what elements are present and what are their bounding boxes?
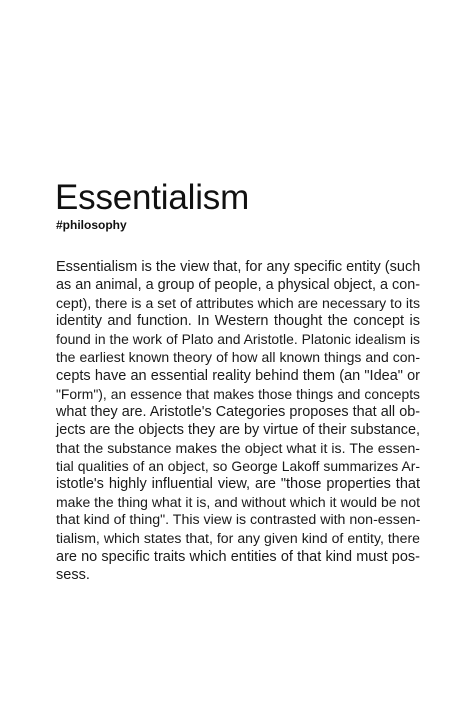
body-line: found in the work of Plato and Aristotle. Platonic idealism is	[56, 331, 420, 348]
body-line: cepts have an essential reality behind them (an "Idea" or	[56, 367, 420, 384]
body-line: identity and function. In Western thought the concept is	[56, 313, 420, 330]
body-line: that kind of thing". This view is contrasted with non-essen-	[56, 512, 421, 529]
body-line: make the thing what it is, and without which it would be not	[56, 494, 420, 511]
body-line: Essentialism is the view that, for any specific entity (such	[56, 259, 421, 275]
body-line: that the substance makes the object what it is. The essen-	[56, 439, 420, 456]
body-line: tial qualities of an object, so George Lakoff summarizes Ar-	[56, 458, 420, 475]
hashtag-label: #philosophy	[56, 218, 127, 232]
page-title: Essentialism	[55, 178, 250, 217]
body-line: sess.	[56, 566, 90, 583]
body-paragraph	[56, 258, 420, 584]
body-line: the earliest known theory of how all known things and con-	[56, 349, 420, 366]
body-line: jects are the objects they are by virtue of their substance,	[56, 421, 420, 438]
body-line: as an animal, a group of people, a physical object, a con-	[56, 277, 420, 294]
body-line: what they are. Aristotle's Categories proposes that all ob-	[56, 403, 420, 420]
body-line: are no specific traits which entities of that kind must pos-	[56, 548, 420, 565]
body-line: cept), there is a set of attributes which are necessary to its	[56, 295, 420, 312]
body-line: tialism, which states that, for any given kind of entity, there	[56, 530, 420, 547]
body-line: istotle's highly influential view, are "those properties that	[56, 476, 420, 493]
body-line: "Form"), an essence that makes those things and concepts	[56, 385, 420, 402]
